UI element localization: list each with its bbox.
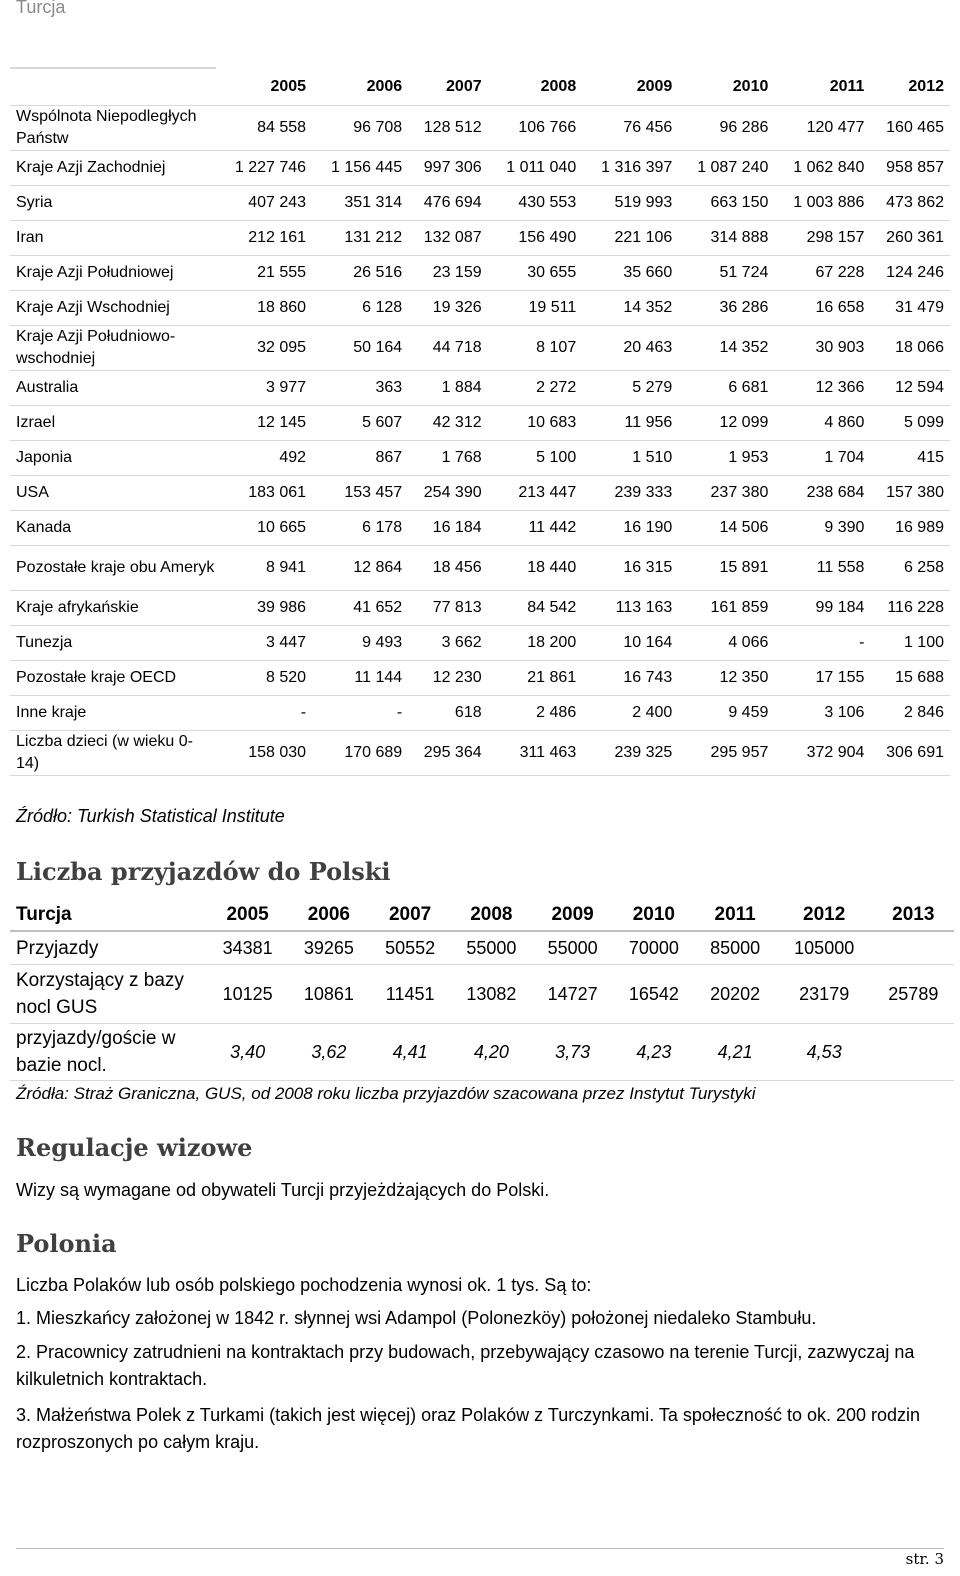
table-cell: 120 477 [774, 106, 870, 151]
table-cell: 158 030 [216, 731, 312, 776]
table-cell: 96 708 [312, 106, 408, 151]
year-header: 2005 [216, 68, 312, 106]
table-cell: 12 099 [678, 406, 774, 441]
table-cell: 16 184 [408, 511, 487, 546]
table-cell: 39265 [288, 931, 369, 965]
table-cell: 476 694 [408, 186, 487, 221]
year-header: 2010 [678, 68, 774, 106]
table-cell: 16 743 [582, 661, 678, 696]
year-header: 2012 [776, 899, 873, 931]
table-cell: 34381 [207, 931, 288, 965]
table-cell: 4 066 [678, 626, 774, 661]
table-cell: 16 190 [582, 511, 678, 546]
table-row [10, 1024, 954, 1081]
row-label: Kraje Azji Południowej [10, 256, 216, 291]
table-cell: 16 315 [582, 546, 678, 591]
table-header-row [10, 68, 950, 106]
table-cell: 21 861 [488, 661, 583, 696]
header-corner-cell: Turcja [10, 899, 207, 931]
table-row [10, 546, 950, 591]
table-cell: 128 512 [408, 106, 487, 151]
table-cell: 1 884 [408, 371, 487, 406]
table-row [10, 221, 950, 256]
table-cell: 238 684 [774, 476, 870, 511]
table-cell: 363 [312, 371, 408, 406]
table-cell: 314 888 [678, 221, 774, 256]
table-cell: 1 704 [774, 441, 870, 476]
table-cell: 41 652 [312, 591, 408, 626]
table-cell: 663 150 [678, 186, 774, 221]
table-cell: 18 200 [488, 626, 583, 661]
table-cell: 4,53 [776, 1024, 873, 1081]
table-cell: 2 486 [488, 696, 583, 731]
section-heading-visas: Regulacje wizowe [16, 1133, 253, 1162]
table-row [10, 626, 950, 661]
table-cell: - [774, 626, 870, 661]
footer-divider [16, 1548, 944, 1549]
table-cell: 239 333 [582, 476, 678, 511]
table-cell: 867 [312, 441, 408, 476]
table-cell: 10 683 [488, 406, 583, 441]
table-cell: 12 864 [312, 546, 408, 591]
table-cell: 2 400 [582, 696, 678, 731]
table-cell: 4,41 [370, 1024, 451, 1081]
table-cell: 351 314 [312, 186, 408, 221]
table-cell: 21 555 [216, 256, 312, 291]
table-cell: 16 658 [774, 291, 870, 326]
table-cell: 12 350 [678, 661, 774, 696]
table-cell: 55000 [451, 931, 532, 965]
table-cell: 4,20 [451, 1024, 532, 1081]
table-cell: 11 144 [312, 661, 408, 696]
row-label: Kraje Azji Zachodniej [10, 151, 216, 186]
table-row [10, 186, 950, 221]
table-cell: 8 107 [488, 326, 583, 371]
table-cell: 23 159 [408, 256, 487, 291]
table-cell: 23179 [776, 965, 873, 1024]
table-cell: 18 440 [488, 546, 583, 591]
table-row [10, 441, 950, 476]
document-header: Turcja [16, 0, 66, 17]
table-cell: 84 542 [488, 591, 583, 626]
table-cell: 67 228 [774, 256, 870, 291]
header-corner-cell [10, 68, 216, 106]
row-label: Liczba dzieci (w wieku 0-14) [10, 731, 216, 776]
table-cell: 1 011 040 [488, 151, 583, 186]
table-cell: 12 366 [774, 371, 870, 406]
table-cell: 10861 [288, 965, 369, 1024]
table-cell: 160 465 [870, 106, 950, 151]
table-cell: 131 212 [312, 221, 408, 256]
table-cell: 306 691 [870, 731, 950, 776]
year-header: 2009 [532, 899, 613, 931]
page-number: str. 3 [905, 1550, 944, 1568]
table-cell: 519 993 [582, 186, 678, 221]
table-cell: 70000 [613, 931, 694, 965]
table-cell: 124 246 [870, 256, 950, 291]
table-row [10, 291, 950, 326]
table-row [10, 326, 950, 371]
table-cell: 157 380 [870, 476, 950, 511]
table-cell: 295 957 [678, 731, 774, 776]
table-cell: 55000 [532, 931, 613, 965]
table-cell [873, 931, 954, 965]
table-row [10, 731, 950, 776]
table-cell: 183 061 [216, 476, 312, 511]
table-cell: 19 511 [488, 291, 583, 326]
polonia-item: 2. Pracownicy zatrudnieni na kontraktach przy budowach, przebywający czasowo na terenie Turcji, zazwyczaj na kilkuletnich kontraktach. [16, 1342, 915, 1389]
table-cell: 9 459 [678, 696, 774, 731]
row-label: Iran [10, 221, 216, 256]
year-header: 2010 [613, 899, 694, 931]
year-header: 2007 [408, 68, 487, 106]
table-cell: 105000 [776, 931, 873, 965]
table-cell: 213 447 [488, 476, 583, 511]
table-cell: 1 227 746 [216, 151, 312, 186]
table-cell: 14727 [532, 965, 613, 1024]
table-cell: 3 447 [216, 626, 312, 661]
table-cell: 415 [870, 441, 950, 476]
table-cell: 25789 [873, 965, 954, 1024]
section-heading-arrivals: Liczba przyjazdów do Polski [16, 857, 391, 886]
table-cell: 30 903 [774, 326, 870, 371]
table-cell: 14 352 [582, 291, 678, 326]
row-label: Pozostałe kraje OECD [10, 661, 216, 696]
table-cell: 1 100 [870, 626, 950, 661]
tourism-origin-table [10, 67, 950, 776]
year-header: 2011 [695, 899, 776, 931]
table-cell: 14 506 [678, 511, 774, 546]
table-source: Źródło: Turkish Statistical Institute [16, 806, 285, 826]
table-cell: 12 145 [216, 406, 312, 441]
table-cell: 3 662 [408, 626, 487, 661]
table-cell: 11451 [370, 965, 451, 1024]
table-cell: 26 516 [312, 256, 408, 291]
table-cell: 18 066 [870, 326, 950, 371]
table-cell: 298 157 [774, 221, 870, 256]
table-cell: 11 442 [488, 511, 583, 546]
table-row [10, 696, 950, 731]
table-cell: 77 813 [408, 591, 487, 626]
table-row [10, 151, 950, 186]
table-cell: 2 272 [488, 371, 583, 406]
row-label: Tunezja [10, 626, 216, 661]
table-cell: 161 859 [678, 591, 774, 626]
table-cell: 6 681 [678, 371, 774, 406]
table-row [10, 931, 954, 965]
table-cell: 9 493 [312, 626, 408, 661]
polonia-item: 1. Mieszkańcy założonej w 1842 r. słynnej wsi Adampol (Polonezköy) położonej niedaleko Stambułu. [16, 1308, 817, 1328]
table-cell: 1 953 [678, 441, 774, 476]
table-cell: 6 258 [870, 546, 950, 591]
table-cell: 32 095 [216, 326, 312, 371]
table-row [10, 106, 950, 151]
table-cell: 372 904 [774, 731, 870, 776]
table-cell: 16 989 [870, 511, 950, 546]
table-cell: 96 286 [678, 106, 774, 151]
row-label: Pozostałe kraje obu Ameryk [10, 546, 216, 591]
table-cell: 311 463 [488, 731, 583, 776]
polonia-intro: Liczba Polaków lub osób polskiego pochodzenia wynosi ok. 1 tys. Są to: [16, 1275, 592, 1295]
table-row [10, 661, 950, 696]
table-cell: 15 688 [870, 661, 950, 696]
year-header: 2008 [488, 68, 583, 106]
table-cell: 39 986 [216, 591, 312, 626]
table-cell: 221 106 [582, 221, 678, 256]
table-cell: 84 558 [216, 106, 312, 151]
table-cell: 11 956 [582, 406, 678, 441]
table-row [10, 965, 954, 1024]
table-cell: 50552 [370, 931, 451, 965]
table-cell: 1 003 886 [774, 186, 870, 221]
row-label: Wspólnota Niepodległych Państw [10, 106, 216, 151]
table-cell: 12 594 [870, 371, 950, 406]
table-cell: 4 860 [774, 406, 870, 441]
table-cell: 11 558 [774, 546, 870, 591]
year-header: 2006 [312, 68, 408, 106]
table-cell: 18 456 [408, 546, 487, 591]
year-header: 2011 [774, 68, 870, 106]
table-cell: 51 724 [678, 256, 774, 291]
table-cell: 8 520 [216, 661, 312, 696]
table-cell: 3 977 [216, 371, 312, 406]
table-cell [873, 1024, 954, 1081]
row-label: Kraje Azji Wschodniej [10, 291, 216, 326]
table-row [10, 371, 950, 406]
polonia-item: 3. Małżeństwa Polek z Turkami (takich jest więcej) oraz Polaków z Turczynkami. Ta społeczność to ok. 200 rodzin rozproszonych po całym kraju. [16, 1405, 921, 1452]
table-cell: 6 178 [312, 511, 408, 546]
year-header: 2005 [207, 899, 288, 931]
table-cell: 237 380 [678, 476, 774, 511]
table-cell: 5 607 [312, 406, 408, 441]
table-cell: 239 325 [582, 731, 678, 776]
table-cell: 20 463 [582, 326, 678, 371]
table-cell: 3 106 [774, 696, 870, 731]
year-header: 2007 [370, 899, 451, 931]
year-header: 2012 [870, 68, 950, 106]
table-cell: 113 163 [582, 591, 678, 626]
table-cell: 407 243 [216, 186, 312, 221]
table-cell: 153 457 [312, 476, 408, 511]
table-cell: 44 718 [408, 326, 487, 371]
table-cell: 10 164 [582, 626, 678, 661]
table-cell: 1 768 [408, 441, 487, 476]
table-cell: - [312, 696, 408, 731]
table-cell: 76 456 [582, 106, 678, 151]
table-row [10, 476, 950, 511]
table-cell: 12 230 [408, 661, 487, 696]
table-cell: 3,40 [207, 1024, 288, 1081]
table-cell: 1 510 [582, 441, 678, 476]
table-cell: 1 316 397 [582, 151, 678, 186]
row-label: USA [10, 476, 216, 511]
table-row [10, 256, 950, 291]
table-cell: 30 655 [488, 256, 583, 291]
table-cell: 17 155 [774, 661, 870, 696]
table-cell: 3,62 [288, 1024, 369, 1081]
table-cell: 618 [408, 696, 487, 731]
table-cell: 5 100 [488, 441, 583, 476]
row-label: Kanada [10, 511, 216, 546]
row-label: przyjazdy/goście w bazie nocl. [10, 1024, 207, 1081]
table-row [10, 591, 950, 626]
table-cell: 10125 [207, 965, 288, 1024]
table-cell: 20202 [695, 965, 776, 1024]
table-cell: 9 390 [774, 511, 870, 546]
table-cell: 1 156 445 [312, 151, 408, 186]
table-cell: 3,73 [532, 1024, 613, 1081]
table-cell: 50 164 [312, 326, 408, 371]
table-row [10, 511, 950, 546]
row-label: Australia [10, 371, 216, 406]
row-label: Kraje Azji Południowo-wschodniej [10, 326, 216, 371]
table-cell: 99 184 [774, 591, 870, 626]
table-cell: 10 665 [216, 511, 312, 546]
row-label: Kraje afrykańskie [10, 591, 216, 626]
table-cell: 15 891 [678, 546, 774, 591]
arrivals-table [10, 899, 954, 1081]
year-header: 2013 [873, 899, 954, 931]
table-cell: 18 860 [216, 291, 312, 326]
table-cell: 8 941 [216, 546, 312, 591]
year-header: 2008 [451, 899, 532, 931]
row-label: Japonia [10, 441, 216, 476]
table-cell: 5 279 [582, 371, 678, 406]
section-heading-polonia: Polonia [16, 1229, 117, 1258]
table-cell: - [216, 696, 312, 731]
table-cell: 35 660 [582, 256, 678, 291]
row-label: Izrael [10, 406, 216, 441]
table-cell: 2 846 [870, 696, 950, 731]
table-row [10, 406, 950, 441]
table-cell: 997 306 [408, 151, 487, 186]
table-cell: 116 228 [870, 591, 950, 626]
year-header: 2009 [582, 68, 678, 106]
table-cell: 1 062 840 [774, 151, 870, 186]
table-cell: 5 099 [870, 406, 950, 441]
table-cell: 42 312 [408, 406, 487, 441]
row-label: Inne kraje [10, 696, 216, 731]
table-cell: 16542 [613, 965, 694, 1024]
visa-text: Wizy są wymagane od obywateli Turcji przyjeżdżających do Polski. [16, 1180, 550, 1200]
arrivals-source: Źródła: Straż Graniczna, GUS, od 2008 roku liczba przyjazdów szacowana przez Instytut Turystyki [16, 1084, 756, 1103]
table-cell: 212 161 [216, 221, 312, 256]
table-cell: 492 [216, 441, 312, 476]
table-cell: 4,23 [613, 1024, 694, 1081]
table-cell: 132 087 [408, 221, 487, 256]
table-cell: 473 862 [870, 186, 950, 221]
table-cell: 430 553 [488, 186, 583, 221]
table-cell: 170 689 [312, 731, 408, 776]
table-cell: 6 128 [312, 291, 408, 326]
table-cell: 19 326 [408, 291, 487, 326]
table-cell: 31 479 [870, 291, 950, 326]
table-cell: 85000 [695, 931, 776, 965]
row-label: Korzystający z bazy nocl GUS [10, 965, 207, 1024]
table-header-row [10, 899, 954, 931]
table-cell: 14 352 [678, 326, 774, 371]
year-header: 2006 [288, 899, 369, 931]
table-cell: 13082 [451, 965, 532, 1024]
table-cell: 4,21 [695, 1024, 776, 1081]
table-cell: 1 087 240 [678, 151, 774, 186]
table-cell: 254 390 [408, 476, 487, 511]
row-label: Przyjazdy [10, 931, 207, 965]
table-cell: 958 857 [870, 151, 950, 186]
table-cell: 295 364 [408, 731, 487, 776]
row-label: Syria [10, 186, 216, 221]
table-cell: 36 286 [678, 291, 774, 326]
table-cell: 156 490 [488, 221, 583, 256]
table-cell: 106 766 [488, 106, 583, 151]
table-cell: 260 361 [870, 221, 950, 256]
